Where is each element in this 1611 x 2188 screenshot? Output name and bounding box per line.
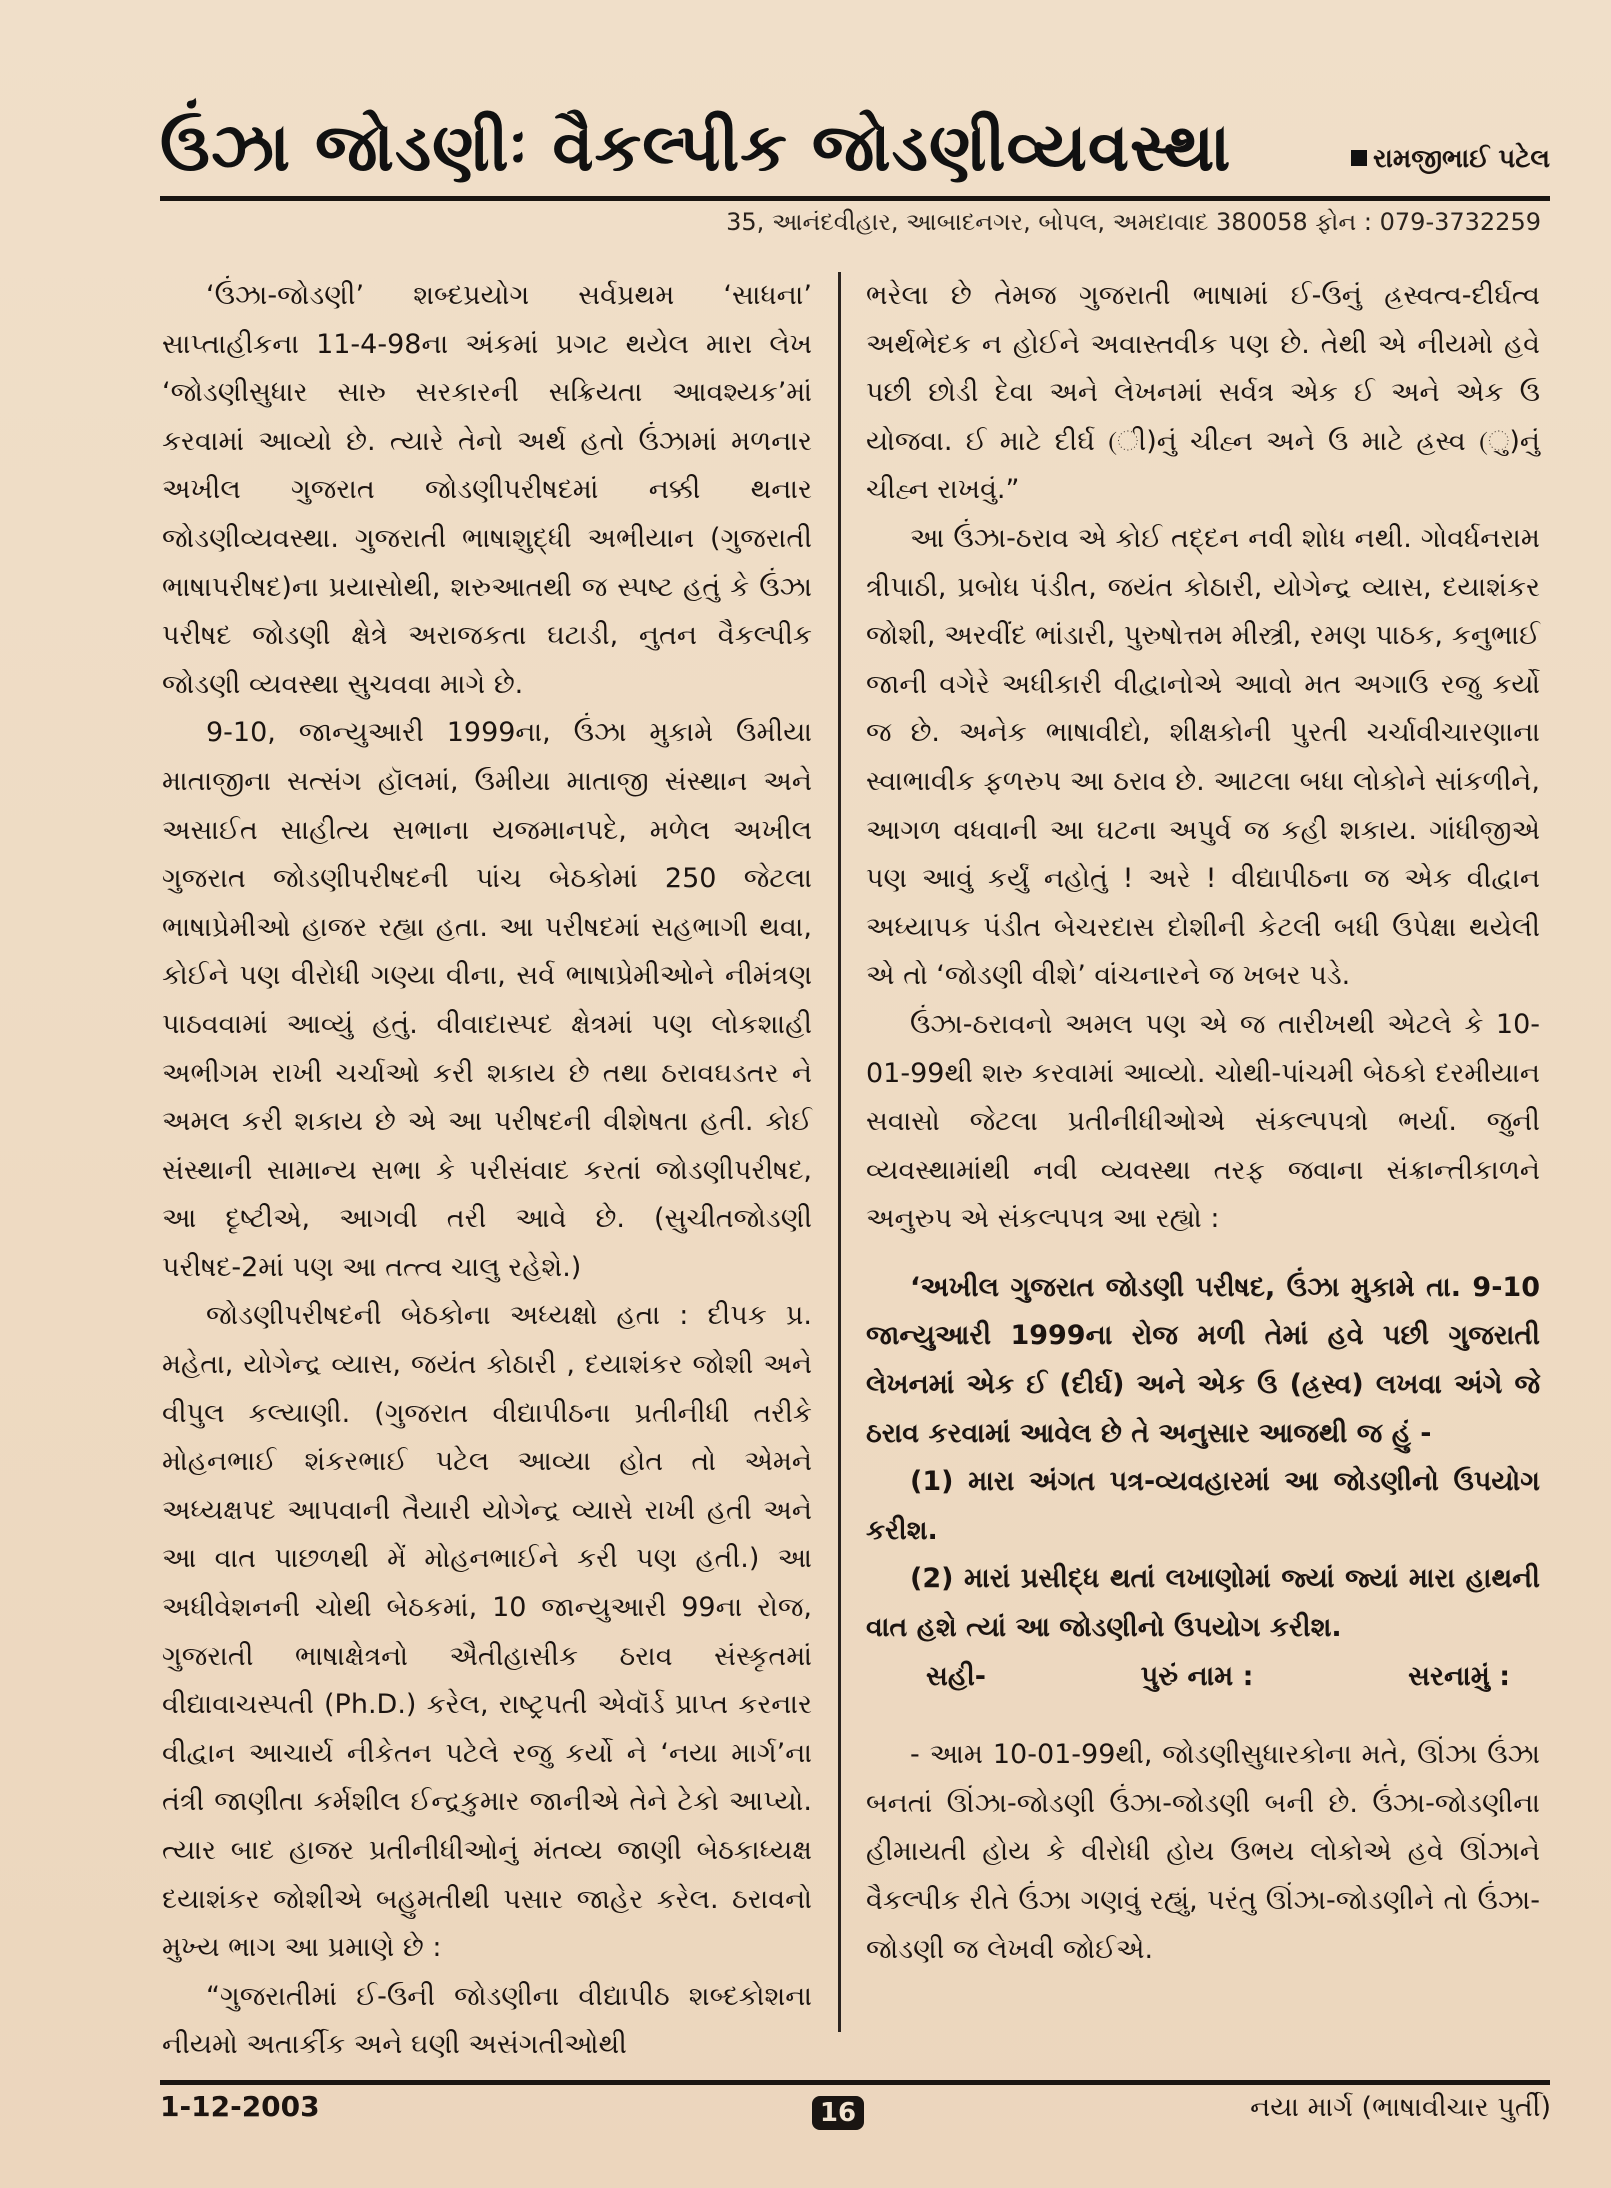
square-bullet-icon — [1351, 150, 1367, 166]
signature-row — [866, 1653, 1540, 1702]
issue-date: 1-12-2003 — [160, 2090, 320, 2123]
page-number: 16 — [812, 2096, 864, 2130]
pledge-intro: ‘અખીલ ગુજરાત જોડણી પરીષદ, ઉંઝા મુકામે તા. 9-10 જાન્યુઆરી 1999ના રોજ મળી તેમાં હવે પછી ગુજરાતી લેખનમાં એક ઈ (દીર્ઘ) અને એક ઉ (હ્રસ્વ) લખવા અંગે જે ઠરાવ કરવામાં આવેલ છે તે અનુસાર આજથી જ હું - — [866, 1271, 1540, 1449]
footer-rule — [160, 2080, 1550, 2085]
article-title: ઉંઝા જોડણીઃ વૈકલ્પીક જોડણીવ્યવસ્થા — [160, 109, 1232, 186]
left-column — [162, 272, 812, 2061]
paragraph: 9-10, જાન્યુઆરી 1999ના, ઉંઝા મુકામે ઉમીયા માતાજીના સત્સંગ હૉલમાં, ઉમીયા માતાજી સંસ્થાન અને અસાઈત સાહીત્ય સભાના યજમાનપદે, મળેલ અખીલ ગુજરાત જોડણીપરીષદની પાંચ બેઠકોમાં 250 જેટલા ભાષાપ્રેમીઓ હાજર રહ્યા હતા. આ પરીષદમાં સહભાગી થવા, કોઈને પણ વીરોધી ગણ્યા વીના, સર્વ ભાષાપ્રેમીઓને નીમંત્રણ પાઠવવામાં આવ્યું હતું. વીવાદાસ્પદ ક્ષેત્રમાં પણ લોકશાહી અભીગમ રાખી ચર્ચાઓ કરી શકાય છે તથા ઠરાવઘડતર ને અમલ કરી શકાય છે એ આ પરીષદની વીશેષતા હતી. કોઈ સંસ્થાની સામાન્ય સભા કે પરીસંવાદ કરતાં જોડણીપરીષદ, આ દૃષ્ટીએ, આગવી તરી આવે છે. (સુચીતજોડણી પરીષદ-2માં પણ આ તત્ત્વ ચાલુ રહેશે.) — [162, 717, 812, 1283]
paragraph: “ગુજરાતીમાં ઈ-ઉની જોડણીના વીદ્યાપીઠ શબ્દકોશના નીયમો અતાર્કીક અને ઘણી અસંગતીઓથી — [162, 1980, 812, 2061]
author-name: રામજીભાઈ પટેલ — [1373, 144, 1550, 174]
fullname-label: પુરું નામ : — [1140, 1660, 1254, 1692]
column-divider — [838, 272, 841, 2032]
paragraph: આ ઉંઝા-ઠરાવ એ કોઈ તદ્દન નવી શોધ નથી. ગોવર્ધનરામ ત્રીપાઠી, પ્રબોધ પંડીત, જયંત કોઠારી, યોગેન્દ્ર વ્યાસ, દયાશંકર જોશી, અરવીંદ ભાંડારી, પુરુષોત્તમ મીસ્ત્રી, રમણ પાઠક, કનુભાઈ જાની વગેરે અધીકારી વીદ્વાનોએ આવો મત અગાઉ રજુ કર્યો જ છે. અનેક ભાષાવીદો, શીક્ષકોની પુરતી ચર્ચાવીચારણાના સ્વાભાવીક ફળરુપ આ ઠરાવ છે. આટલા બધા લોકોને સાંકળીને, આગળ વધવાની આ ઘટના અપુર્વ જ કહી શકાય. ગાંધીજીએ પણ આવું કર્યું નહોતું ! અરે ! વીદ્યાપીઠના જ એક વીદ્વાન અધ્યાપક પંડીત બેચરદાસ દોશીની કેટલી બધી ઉપેક્ષા થયેલી એ તો ‘જોડણી વીશે’ વાંચનારને જ ખબર પડે. — [866, 522, 1540, 992]
signature-label: સહી- — [926, 1660, 986, 1692]
author-byline — [1351, 144, 1550, 175]
paragraph: - આમ 10-01-99થી, જોડણીસુધારકોના મતે, ઊંઝા ઉંઝા બનતાં ઊંઝા-જોડણી ઉંઝા-જોડણી બની છે. ઉંઝા-જોડણીના હીમાયતી હોય કે વીરોધી હોય ઉભય લોકોએ હવે ઊંઝાને વૈકલ્પીક રીતે ઉંઝા ગણવું રહ્યું, પરંતુ ઊંઝા-જોડણીને તો ઉંઝા-જોડણી જ લેખવી જોઈએ. — [866, 1739, 1540, 1965]
header-rule — [160, 196, 1550, 201]
article-header — [160, 100, 1550, 210]
paragraph: ‘ઉંઝા-જોડણી’ શબ્દપ્રયોગ સર્વપ્રથમ ‘સાધના’ સાપ્તાહીકના 11-4-98ના અંકમાં પ્રગટ થયેલ મારા લેખ ‘જોડણીસુધાર સારુ સરકારની સક્રિયતા આવશ્યક’માં કરવામાં આવ્યો છે. ત્યારે તેનો અર્થ હતો ઉંઝામાં મળનાર અખીલ ગુજરાત જોડણીપરીષદમાં નક્કી થનાર જોડણીવ્યવસ્થા. ગુજરાતી ભાષાશુદ્ધી અભીયાન (ગુજરાતી ભાષાપરીષદ)ના પ્રયાસોથી, શરુઆતથી જ સ્પષ્ટ હતું કે ઉંઝા પરીષદ જોડણી ક્ષેત્રે અરાજકતા ઘટાડી, નુતન વૈકલ્પીક જોડણી વ્યવસ્થા સુચવવા માગે છે. — [162, 280, 812, 700]
publication-name: નયા માર્ગ (ભાષાવીચાર પુર્તી) — [1250, 2092, 1551, 2123]
right-column — [866, 272, 1540, 2042]
paragraph: ઉંઝા-ઠરાવનો અમલ પણ એ જ તારીખથી એટલે કે 10-01-99થી શરુ કરવામાં આવ્યો. ચોથી-પાંચમી બેઠકો દરમીયાન સવાસો જેટલા પ્રતીનીધીઓએ સંકલ્પપત્રો ભર્યા. જુની વ્યવસ્થામાંથી નવી વ્યવસ્થા તરફ જવાના સંક્રાન્તીકાળને અનુરુપ એ સંકલ્પપત્ર આ રહ્યો : — [866, 1008, 1540, 1235]
paragraph: જોડણીપરીષદની બેઠકોના અધ્યક્ષો હતા : દીપક પ્ર. મહેતા, યોગેન્દ્ર વ્યાસ, જયંત કોઠારી , દયાશંકર જોશી અને વીપુલ કલ્યાણી. (ગુજરાત વીદ્યાપીઠના પ્રતીનીધી તરીકે મોહનભાઈ શંકરભાઈ પટેલ આવ્યા હોત તો એમને અધ્યક્ષપદ આપવાની તૈયારી યોગેન્દ્ર વ્યાસે રાખી હતી અને આ વાત પાછળથી મેં મોહનભાઈને કરી પણ હતી.) આ અધીવેશનની ચોથી બેઠકમાં, 10 જાન્યુઆરી 99ના રોજ, ગુજરાતી ભાષાક્ષેત્રનો ઐતીહાસીક ઠરાવ સંસ્કૃતમાં વીદ્યાવાચસ્પતી (Ph.D.) કરેલ, રાષ્ટ્રપતી એવૉર્ડ પ્રાપ્ત કરનાર વીદ્વાન આચાર્ય નીકેતન પટેલે રજુ કર્યો ને ‘નયા માર્ગ’ના તંત્રી જાણીતા કર્મશીલ ઈન્દ્રકુમાર જાનીએ તેને ટેકો આપ્યો. ત્યાર બાદ હાજર પ્રતીનીધીઓનું મંતવ્ય જાણી બેઠકાધ્યક્ષ દયાશંકર જોશીએ બહુમતીથી પસાર જાહેર કરેલ. ઠરાવનો મુખ્ય ભાગ આ પ્રમાણે છે : — [162, 1300, 812, 1964]
author-address: 35, આનંદવીહાર, આબાદનગર, બોપલ, અમદાવાદ 380058 ફોન : 079-3732259 — [726, 208, 1541, 236]
pledge-item: (1) મારા અંગત પત્ર-વ્યવહારમાં આ જોડણીનો ઉપયોગ કરીશ. — [866, 1466, 1540, 1546]
pledge-block — [866, 1264, 1540, 1701]
paragraph: ભરેલા છે તેમજ ગુજરાતી ભાષામાં ઈ-ઉનું હ્રસ્વત્વ-દીર્ઘત્વ અર્થભેદક ન હોઈને અવાસ્તવીક પણ છે. તેથી એ નીયમો હવે પછી છોડી દેવા અને લેખનમાં સર્વત્ર એક ઈ અને એક ઉ યોજવા. ઈ માટે દીર્ઘ (ી)નું ચીહ્ન અને ઉ માટે હ્રસ્વ (ુ)નું ચીહ્ન રાખવું.” — [866, 280, 1540, 506]
pledge-item: (2) મારાં પ્રસીદ્ધ થતાં લખાણોમાં જ્યાં જ્યાં મારા હાથની વાત હશે ત્યાં આ જોડણીનો ઉપયોગ કરીશ. — [866, 1563, 1540, 1644]
address-label: સરનામું : — [1408, 1660, 1510, 1692]
